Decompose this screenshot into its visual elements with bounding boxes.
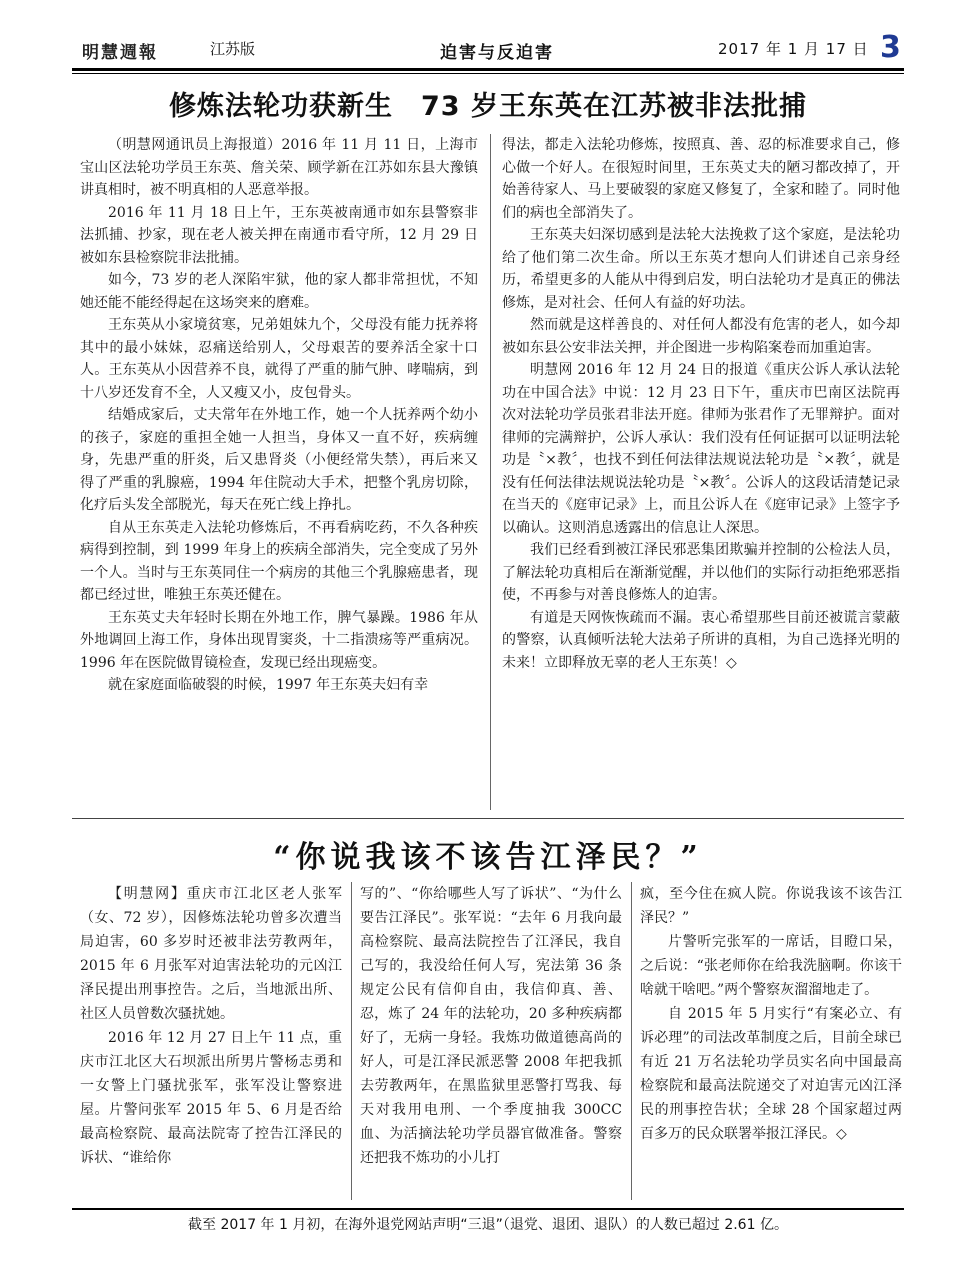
section-divider xyxy=(72,818,904,819)
paragraph: 得法，都走入法轮功修炼，按照真、善、忍的标准要求自己，修心做一个好人。在很短时间里，王东英丈夫的陋习都改掉了，开始善待家人、马上要破裂的家庭又修复了，全家和睦了。同时他们的病也全部消失了。 xyxy=(502,137,900,221)
page-number: 3 xyxy=(880,30,901,65)
section-title: 迫害与反迫害 xyxy=(440,43,554,63)
paragraph: （明慧网通讯员上海报道）2016 年 11 月 11 日，上海市宝山区法轮功学员王东英、詹关荣、顾学新在江苏如东县大豫镇讲真相时，被不明真相的人恶意举报。 xyxy=(80,137,478,198)
footer-notice: 截至 2017 年 1 月初，在海外退党网站声明“三退”（退党、退团、退队）的人数已超过 2.61 亿。 xyxy=(188,1217,788,1233)
paragraph: 有道是天网恢恢疏而不漏。衷心希望那些目前还被谎言蒙蔽的警察，认真倾听法轮大法弟子所讲的真相，为自己选择光明的未来！立即释放无辜的老人王东英！◇ xyxy=(502,609,900,671)
column-divider xyxy=(490,134,491,810)
paragraph: 王东英从小家境贫寒，兄弟姐妹九个，父母没有能力抚养将其中的最小妹妹，忍痛送给别人，父母艰苦的要养活全家十口人。王东英从小因营养不良，就得了严重的肺气肿、哮喘病，到十八岁还发育不全，人又瘦又小，皮包骨头。 xyxy=(80,317,478,401)
paragraph: 2016 年 11 月 18 日上午，王东英被南通市如东县警察非法抓捕、抄家，现在老人被关押在南通市看守所，12 月 29 日被如东县检察院非法批捕。 xyxy=(80,204,478,266)
paragraph: 明慧网 2016 年 12 月 24 日的报道《重庆公诉人承认法轮功在中国合法》中说：12 月 23 日下午，重庆市巴南区法院再次对法轮功学员张君非法开庭。律师为张君作了无罪辩护。面对律师的完满辩护，公诉人承认：我们没有任何证据可以证明法轮功是〝×教〞，也找不到任何法律法规说法轮功是〝×教〞，就是没有任何法律法规说法轮功是〝×教〞。公诉人的这段话清楚记录在当天的《庭审记录》上，而且公诉人在《庭审记录》上签字予以确认。这则消息透露出的信息让人深思。 xyxy=(502,362,900,536)
paragraph: 结婚成家后，丈夫常年在外地工作，她一个人抚养两个幼小的孩子，家庭的重担全她一人担当，身体又一直不好，疾病缠身，先患严重的肝炎，后又患肾炎（小便经常失禁），再后来又得了严重的乳腺癌，1994 年住院动大手术，把整个乳房切除，化疗后头发全部脱光，每天在死亡线上挣扎。 xyxy=(80,407,478,513)
header-rule xyxy=(72,68,904,71)
article2-column-1 xyxy=(80,882,342,1170)
paragraph: 就在家庭面临破裂的时候，1997 年王东英夫妇有幸 xyxy=(108,677,429,693)
article1-headline: 修炼法轮功获新生 73 岁王东英在江苏被非法批捕 xyxy=(169,91,807,122)
paragraph: 疯，至今住在疯人院。你说我该不该告江泽民？” xyxy=(640,886,902,926)
article1-column-2 xyxy=(502,134,900,674)
paragraph: 如今，73 岁的老人深陷牢狱，他的家人都非常担忧，不知她还能不能经得起在这场突来的磨难。 xyxy=(80,272,478,311)
paragraph: 自从王东英走入法轮功修炼后，不再看病吃药，不久各种疾病得到控制，到 1999 年身上的疾病全部消失，完全变成了另外一个人。当时与王东英同住一个病房的其他三个乳腺癌患者，现都已经过世，唯独王东英还健在。 xyxy=(80,519,478,603)
article2-column-2 xyxy=(360,882,622,1170)
paragraph: 我们已经看到被江泽民邪恶集团欺骗并控制的公检法人员，了解法轮功真相后在渐渐觉醒，并以他们的实际行动拒绝邪恶指使，不再参与对善良修炼人的迫害。 xyxy=(502,542,900,603)
paragraph: 片警听完张军的一席话，目瞪口呆，之后说：“张老师你在给我洗脑啊。你该干啥就干啥吧。”两个警察灰溜溜地走了。 xyxy=(640,934,902,998)
edition-label: 江苏版 xyxy=(210,40,256,58)
paragraph: 然而就是这样善良的、对任何人都没有危害的老人，如今却被如东县公安非法关押，并企图进一步构陷案卷而加重迫害。 xyxy=(502,317,900,356)
paragraph: 写的”、“你给哪些人写了诉状”、“为什么要告江泽民”。张军说：“去年 6 月我向最高检察院、最高法院控告了江泽民，我自己写的，我没给任何人写，宪法第 36 条规定公民有信仰自由，我信仰真、善、忍，炼了 24 年的法轮功，20 多种疾病都好了，无病一身轻。我炼功做道德高尚的好人，可是江泽民派恶警 2008 年把我抓去劳教两年，在黑监狱里恶警打骂我、每天对我用电刑、一个季度抽我 300CC 血、为活摘法轮功学员器官做准备。警察还把我不炼功的小儿打 xyxy=(360,886,622,1166)
article2-column-3 xyxy=(640,882,902,1146)
article2-headline: “你说我该不该告江泽民？” xyxy=(273,840,703,875)
paragraph: 自 2015 年 5 月实行“有案必立、有诉必理”的司法改革制度之后，目前全球已有近 21 万名法轮功学员实名向中国最高检察院和最高法院递交了对迫害元凶江泽民的刑事控告状；全球 28 个国家超过两百多万的民众联署举报江泽民。◇ xyxy=(640,1006,902,1142)
paragraph: 王东英丈夫年轻时长期在外地工作，脾气暴躁。1986 年从外地调回上海工作，身体出现胃窦炎，十二指溃疡等严重病况。1996 年在医院做胃镜检查，发现已经出现癌变。 xyxy=(80,609,478,671)
column-divider xyxy=(351,882,352,1200)
paragraph: 【明慧网】重庆市江北区老人张军（女、72 岁），因修炼法轮功曾多次遭当局迫害，60 多岁时还被非法劳教两年，2015 年 6 月张军对迫害法轮功的元凶江泽民提出刑事控告。之后，当地派出所、社区人员曾数次骚扰她。 xyxy=(80,886,342,1022)
column-divider xyxy=(631,882,632,1200)
paragraph: 2016 年 12 月 27 日上午 11 点，重庆市江北区大石坝派出所男片警杨志勇和一女警上门骚扰张军，张军没让警察进屋。片警问张军 2015 年 5、6 月是否给最高检察院、最高法院寄了控告江泽民的诉状、“谁给你 xyxy=(80,1030,342,1166)
header-rule-thin xyxy=(72,73,904,74)
issue-date: 2017 年 1 月 17 日 xyxy=(718,40,869,58)
paragraph: 王东英夫妇深切感到是法轮大法挽救了这个家庭，是法轮功给了他们第二次生命。所以王东英才想向人们讲述自己亲身经历，希望更多的人能从中得到启发，明白法轮功才是真正的佛法修炼，是对社会、任何人有益的好功法。 xyxy=(502,227,900,311)
paper-name: 明慧週報 xyxy=(82,43,158,63)
article1-column-1 xyxy=(80,134,478,697)
footer-rule xyxy=(72,1208,904,1210)
